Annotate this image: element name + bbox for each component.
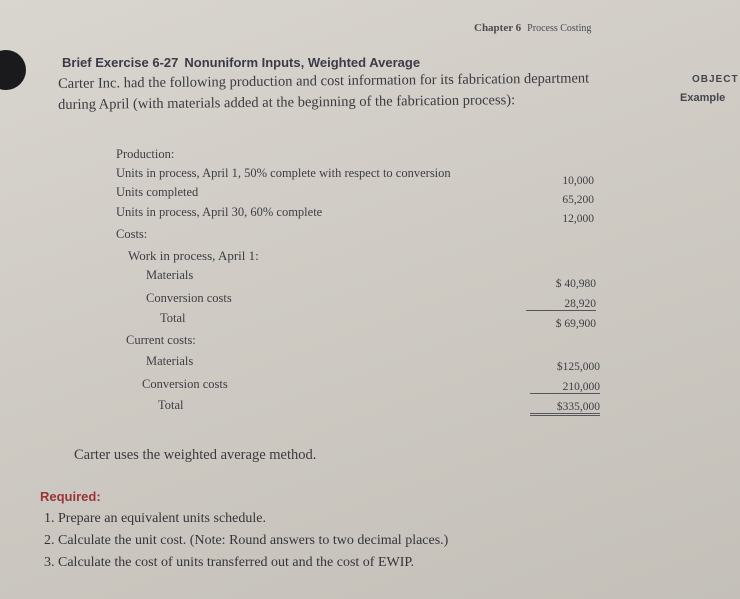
current-materials-label: Materials (146, 354, 194, 368)
exercise-bullet-icon (0, 50, 26, 90)
costs-heading: Costs: (116, 227, 148, 241)
current-conversion-label: Conversion costs (142, 377, 228, 391)
method-note: Carter uses the weighted average method. (74, 447, 317, 463)
running-header (474, 22, 591, 34)
margin-objective: OBJECT (692, 74, 739, 85)
required-item: 3. Calculate the cost of units transferred out and the cost of EWIP. (44, 555, 415, 570)
current-total-value: $335,000 (530, 401, 600, 416)
required-heading: Required: (40, 489, 101, 504)
wip-conversion-label: Conversion costs (146, 291, 232, 305)
exercise-number: Brief Exercise 6-27 (62, 55, 179, 70)
exercise-heading (62, 55, 420, 70)
production-heading: Production: (116, 147, 175, 161)
wip-total-value: $ 69,900 (555, 318, 596, 330)
margin-example: Example (680, 92, 726, 104)
production-row-value: 65,200 (562, 194, 594, 206)
current-costs-heading: Current costs: (126, 333, 196, 347)
production-row-label: Units in process, April 30, 60% complete (116, 205, 323, 219)
wip-materials-label: Materials (146, 268, 194, 282)
exercise-topic: Nonuniform Inputs, Weighted Average (184, 55, 421, 70)
production-row-label: Units completed (116, 185, 199, 199)
current-conversion-value: 210,000 (530, 381, 600, 394)
production-row-label: Units in process, April 1, 50% complete with respect to conversion (116, 166, 451, 180)
required-item: 2. Calculate the unit cost. (Note: Round answers to two decimal places.) (44, 533, 449, 548)
wip-heading: Work in process, April 1: (128, 248, 259, 263)
wip-conversion-value: 28,920 (526, 298, 596, 311)
intro-line-1: Carter Inc. had the following production and cost information for its fabrication department (58, 70, 590, 92)
chapter-label: Chapter 6 (474, 22, 522, 34)
production-row-value: 12,000 (562, 213, 594, 225)
current-materials-value: $125,000 (556, 361, 600, 373)
production-row-value: 10,000 (562, 175, 594, 187)
required-item: 1. Prepare an equivalent units schedule. (44, 511, 266, 526)
wip-materials-value: $ 40,980 (555, 278, 596, 290)
current-total-label: Total (158, 398, 184, 412)
wip-total-label: Total (160, 311, 186, 325)
intro-line-2: during April (with materials added at the beginning of the fabrication process): (58, 92, 516, 113)
chapter-title: Process Costing (527, 23, 592, 34)
